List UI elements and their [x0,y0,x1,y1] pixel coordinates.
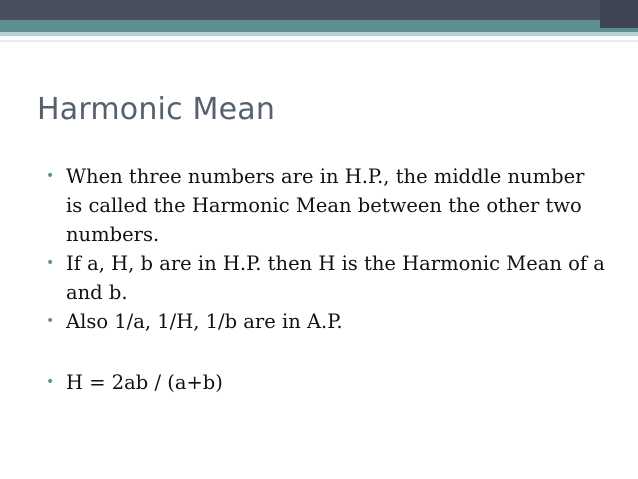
bullet-text: If a, H, b are in H.P. then H is the Harmonic Mean of a and b. [66,252,605,304]
bullet-marker-icon: • [46,374,55,390]
bullet-item [46,249,606,307]
bullet-item [46,162,606,249]
bullet-item [46,307,606,336]
header-band-teal [0,20,638,32]
bullet-text: H = 2ab / (a+b) [66,371,223,394]
bullet-marker-icon: • [46,313,55,329]
header-band-dark [0,0,638,20]
bullet-item [46,368,606,397]
bullet-text: Also 1/a, 1/H, 1/b are in A.P. [66,310,343,333]
bullet-marker-icon: • [46,255,55,271]
header-band-corner [600,0,638,28]
bullet-text: When three numbers are in H.P., the middle number is called the Harmonic Mean between the other two numbers. [66,165,585,246]
bullet-marker-icon: • [46,168,55,184]
header-divider [0,40,638,42]
header-band-light [0,32,638,36]
slide-title: Harmonic Mean [37,92,276,127]
bullet-list [46,162,606,397]
